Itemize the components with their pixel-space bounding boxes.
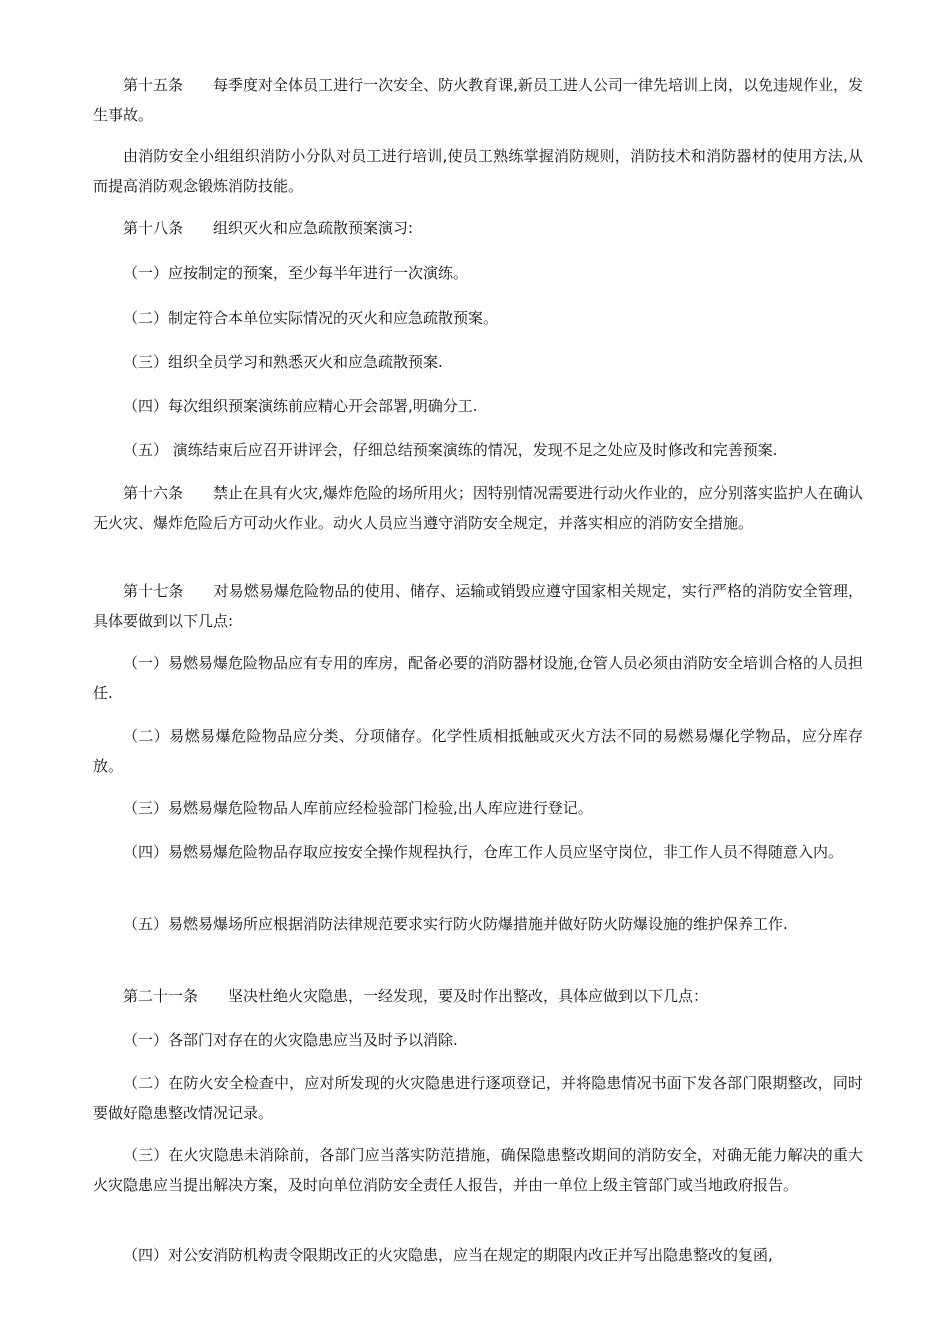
list-item bbox=[93, 1140, 863, 1200]
list-item bbox=[93, 1068, 863, 1128]
list-item bbox=[93, 721, 863, 781]
paragraph-text: （五）易燃易爆场所应根据消防法律规范要求实行防火防爆措施并做好防火防爆设施的维护保养工作. bbox=[123, 915, 788, 933]
list-item bbox=[93, 347, 863, 377]
paragraph-text: 每季度对全体员工进行一次安全、防火教育课,新员工进人公司一律先培训上岗，以免违规作业，发生事故。 bbox=[93, 76, 863, 124]
list-item bbox=[93, 837, 863, 867]
paragraph-text: （四）每次组织预案演练前应精心开会部署,明确分工. bbox=[123, 397, 478, 415]
paragraph-text: （二）在防火安全检查中，应对所发现的火灾隐患进行逐项登记，并将隐患情况书面下发各部门限期整改，同时要做好隐患整改情况记录。 bbox=[93, 1074, 863, 1122]
list-item bbox=[93, 435, 863, 465]
list-item bbox=[93, 648, 863, 708]
article-17-paragraph bbox=[93, 576, 863, 636]
paragraph-text: 禁止在具有火灾,爆炸危险的场所用火；因特别情况需要进行动火作业的，应分别落实监护人在确认无火灾、爆炸危险后方可动火作业。动火人员应当遵守消防安全规定，并落实相应的消防安全措施。 bbox=[93, 484, 863, 532]
article-heading: 第十六条 bbox=[123, 484, 184, 502]
paragraph-text: （五） 演练结束后应召开讲评会，仔细总结预案演练的情况，发现不足之处应及时修改和完善预案. bbox=[123, 441, 778, 459]
paragraph-text: （二）制定符合本单位实际情况的灭火和应急疏散预案。 bbox=[123, 309, 499, 327]
paragraph-text: 由消防安全小组组织消防小分队对员工进行培训,使员工熟练掌握消防规则，消防技术和消防器材的使用方法,从而提高消防观念锻炼消防技能。 bbox=[93, 147, 863, 195]
paragraph-text: （三）组织全员学习和熟悉灭火和应急疏散预案. bbox=[123, 353, 443, 371]
article-15-paragraph bbox=[93, 70, 863, 130]
list-item bbox=[93, 303, 863, 333]
paragraph-text: （一）易燃易爆危险物品应有专用的库房，配备必要的消防器材设施,仓管人员必须由消防安全培训合格的人员担任. bbox=[93, 654, 863, 702]
paragraph-text: （一）应按制定的预案，至少每半年进行一次演练。 bbox=[123, 264, 469, 282]
paragraph-text: （四）对公安消防机构责令限期改正的火灾隐患，应当在规定的期限内改正并写出隐患整改的复函, bbox=[123, 1246, 773, 1264]
list-item bbox=[93, 909, 863, 939]
paragraph-text: （二）易燃易爆危险物品应分类、分项储存。化学性质相抵触或灭火方法不同的易燃易爆化学物品，应分库存放。 bbox=[93, 727, 863, 775]
paragraph-text: （三）易燃易爆危险物品人库前应经检验部门检验,出人库应进行登记。 bbox=[123, 799, 593, 817]
training-paragraph bbox=[93, 141, 863, 201]
article-heading: 第十五条 bbox=[123, 76, 184, 94]
list-item bbox=[93, 391, 863, 421]
article-heading: 第十八条 bbox=[123, 219, 184, 237]
list-item bbox=[93, 793, 863, 823]
paragraph-text: （四）易燃易爆危险物品存取应按安全操作规程执行，仓库工作人员应坚守岗位，非工作人员不得随意入内。 bbox=[123, 843, 844, 861]
paragraph-text: 组织灭火和应急疏散预案演习: bbox=[213, 219, 414, 237]
paragraph-text: 对易燃易爆危险物品的使用、储存、运输或销毁应遵守国家相关规定，实行严格的消防安全管理，具体要做到以下几点: bbox=[93, 582, 863, 630]
article-16-paragraph bbox=[93, 478, 863, 538]
paragraph-text: （三）在火灾隐患未消除前，各部门应当落实防范措施，确保隐患整改期间的消防安全，对确无能力解决的重大火灾隐患应当提出解决方案，及时向单位消防安全责任人报告，并由一单位上级主管部门或当地政府报告。 bbox=[93, 1146, 863, 1194]
list-item bbox=[93, 1240, 863, 1270]
list-item bbox=[93, 1025, 863, 1055]
article-18-paragraph bbox=[93, 213, 863, 243]
article-heading: 第十七条 bbox=[123, 582, 184, 600]
article-21-paragraph bbox=[93, 981, 863, 1011]
list-item bbox=[93, 258, 863, 288]
article-heading: 第二十一条 bbox=[123, 987, 199, 1005]
paragraph-text: （一）各部门对存在的火灾隐患应当及时予以消除. bbox=[123, 1031, 458, 1049]
paragraph-text: 坚决杜绝火灾隐患，一经发现，要及时作出整改，具体应做到以下几点： bbox=[228, 987, 709, 1005]
